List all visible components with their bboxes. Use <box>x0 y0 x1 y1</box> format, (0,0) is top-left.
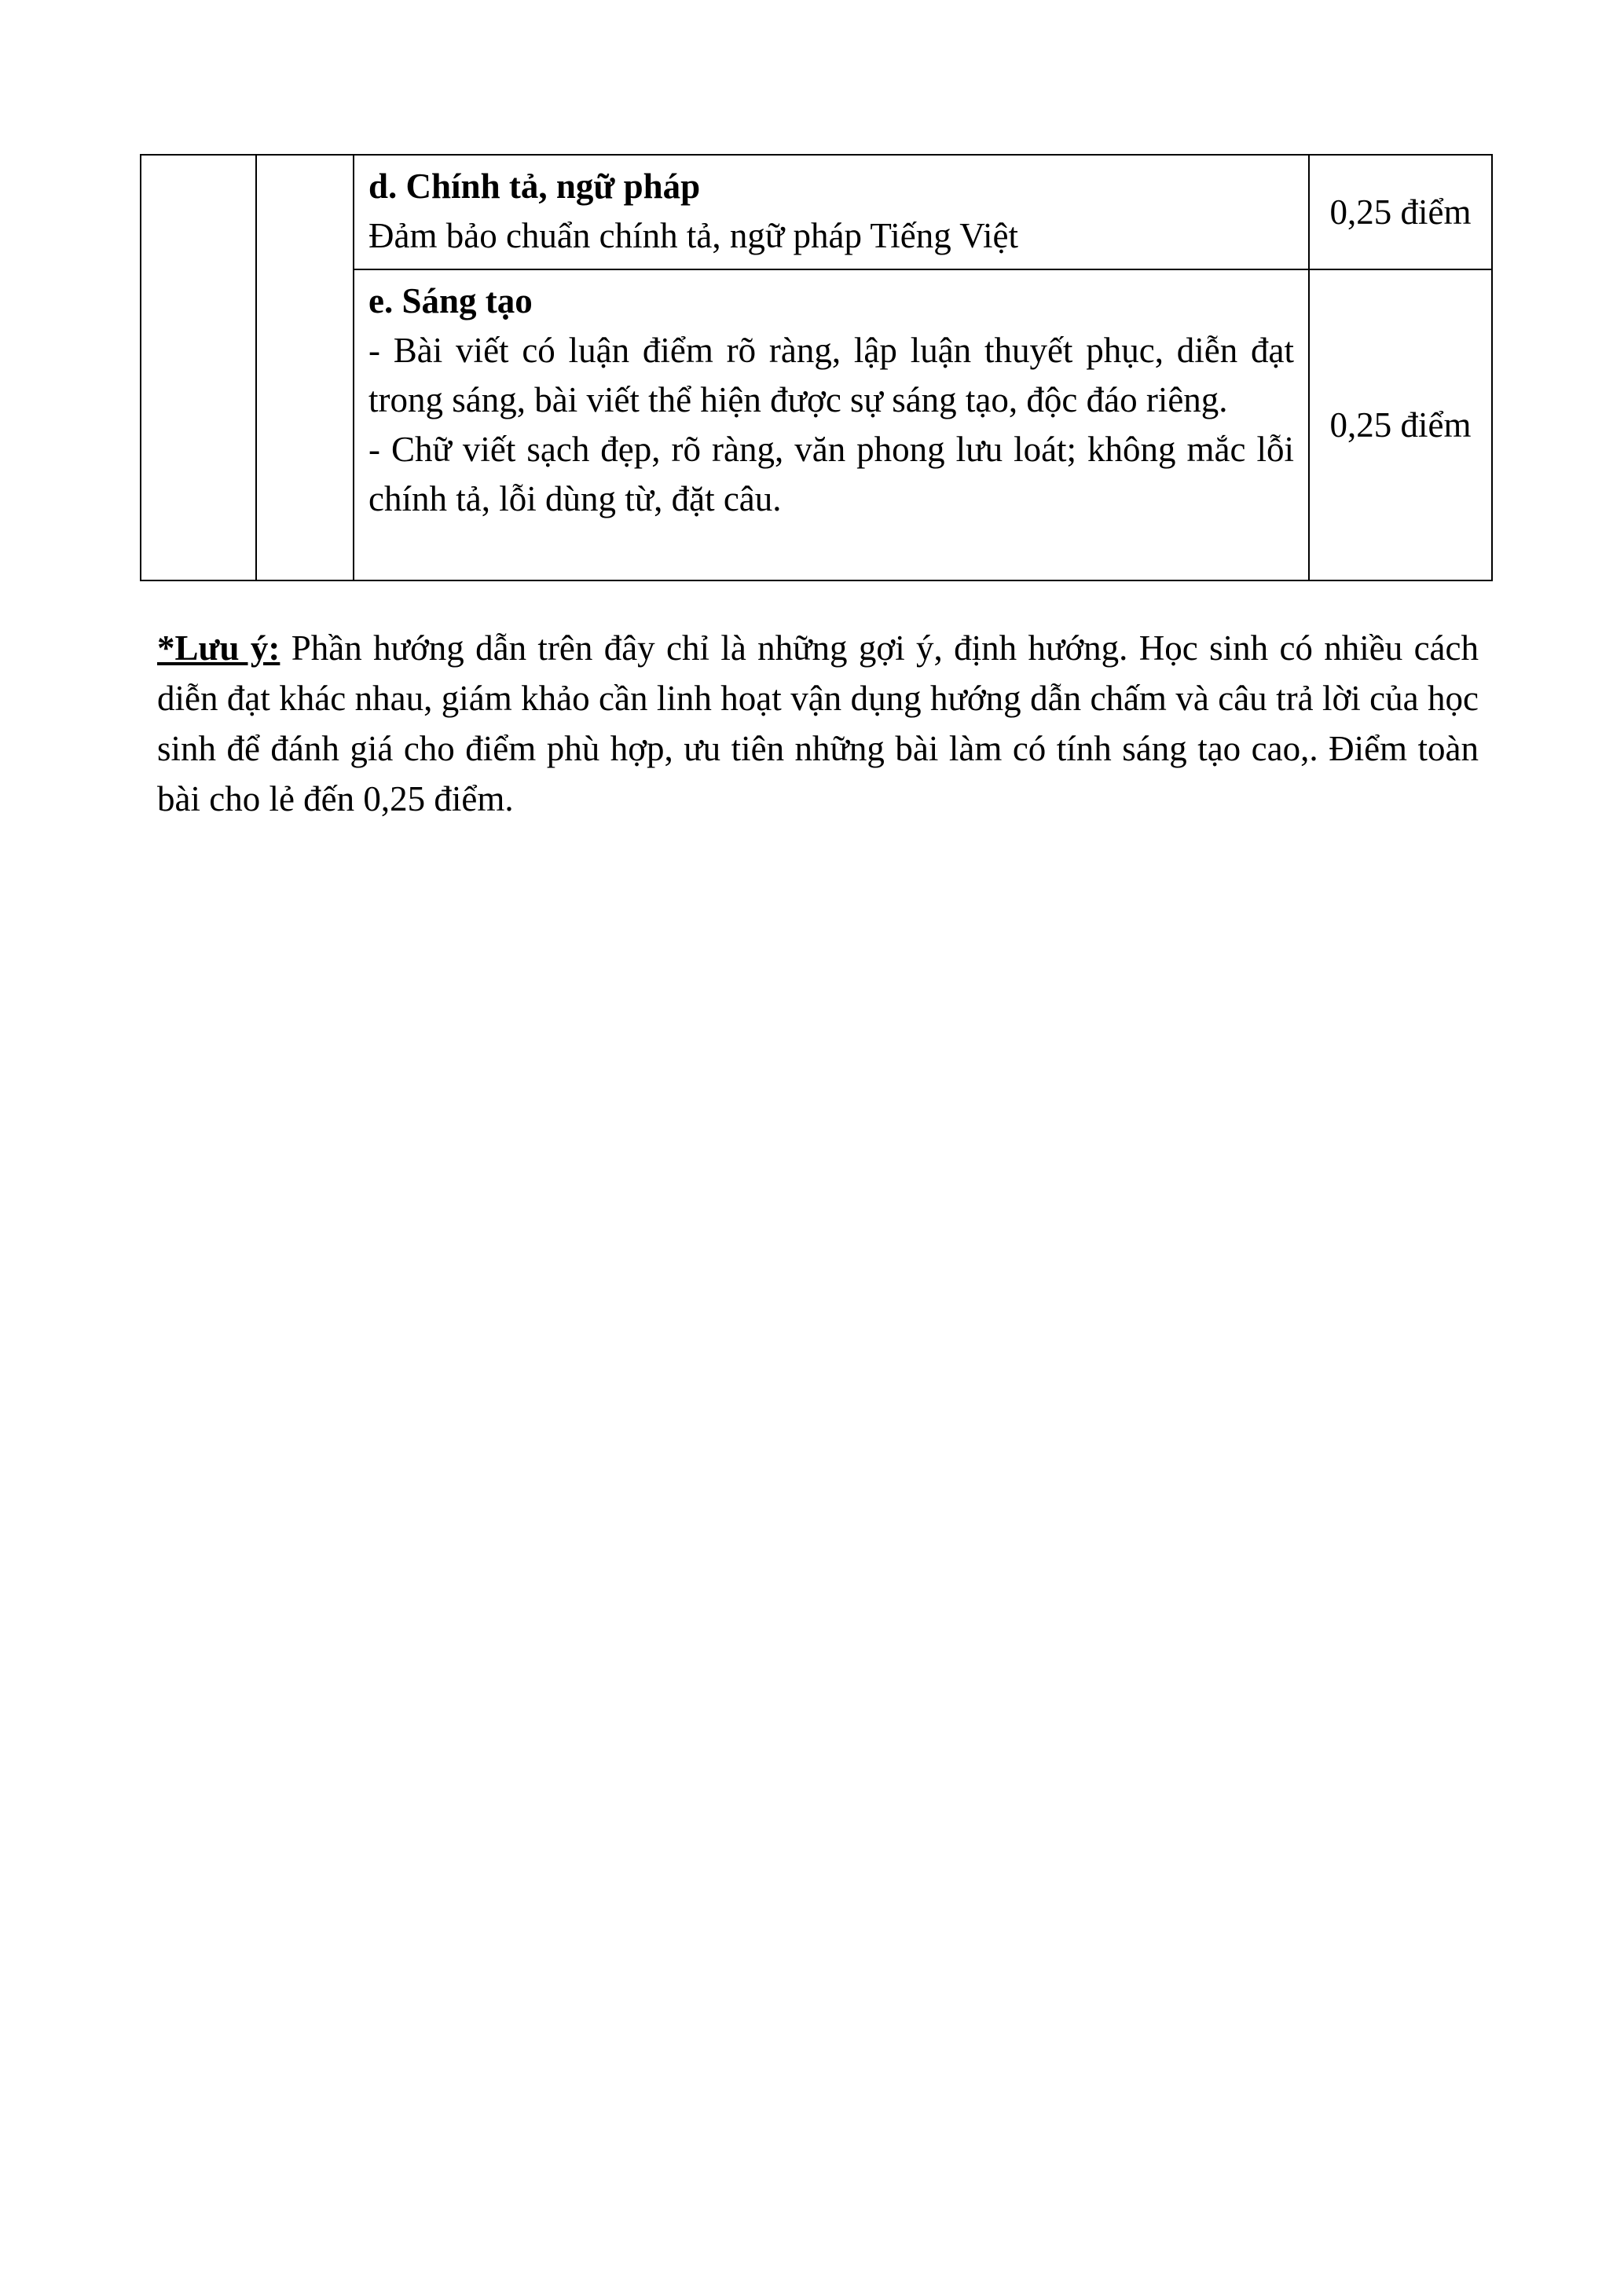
scoring-rubric-table <box>140 154 1493 581</box>
note-text: Phần hướng dẫn trên đây chỉ là những gợi ý, định hướng. Học sinh có nhiều cách diễn đạt khác nhau, giám khảo cần linh hoạt vận dụng hướng dẫn chấm và câu trả lời của học sinh để đánh giá cho điểm phù hợp, ưu tiên những bài làm có tính sáng tạo cao,. Điểm toàn bài cho lẻ đến 0,25 điểm. <box>157 628 1479 818</box>
criterion-title: e. Sáng tạo <box>368 281 533 320</box>
empty-cell-part <box>141 155 256 580</box>
criterion-cell <box>354 269 1309 580</box>
criterion-cell <box>354 155 1309 269</box>
score-cell: 0,25 điểm <box>1309 155 1492 269</box>
criterion-title: d. Chính tả, ngữ pháp <box>368 167 701 206</box>
criterion-description: - Bài viết có luận điểm rõ ràng, lập luận thuyết phục, diễn đạt trong sáng, bài viết thể hiện được sự sáng tạo, độc đáo riêng. <box>368 331 1294 419</box>
criterion-description: - Chữ viết sạch đẹp, rõ ràng, văn phong lưu loát; không mắc lỗi chính tả, lỗi dùng từ, đặt câu. <box>368 430 1294 518</box>
grading-note <box>157 623 1479 824</box>
note-label: *Lưu ý: <box>157 628 280 668</box>
empty-cell-question <box>256 155 354 580</box>
score-cell: 0,25 điểm <box>1309 269 1492 580</box>
criterion-description: Đảm bảo chuẩn chính tả, ngữ pháp Tiếng Việt <box>368 216 1018 255</box>
table-row <box>141 155 1492 269</box>
